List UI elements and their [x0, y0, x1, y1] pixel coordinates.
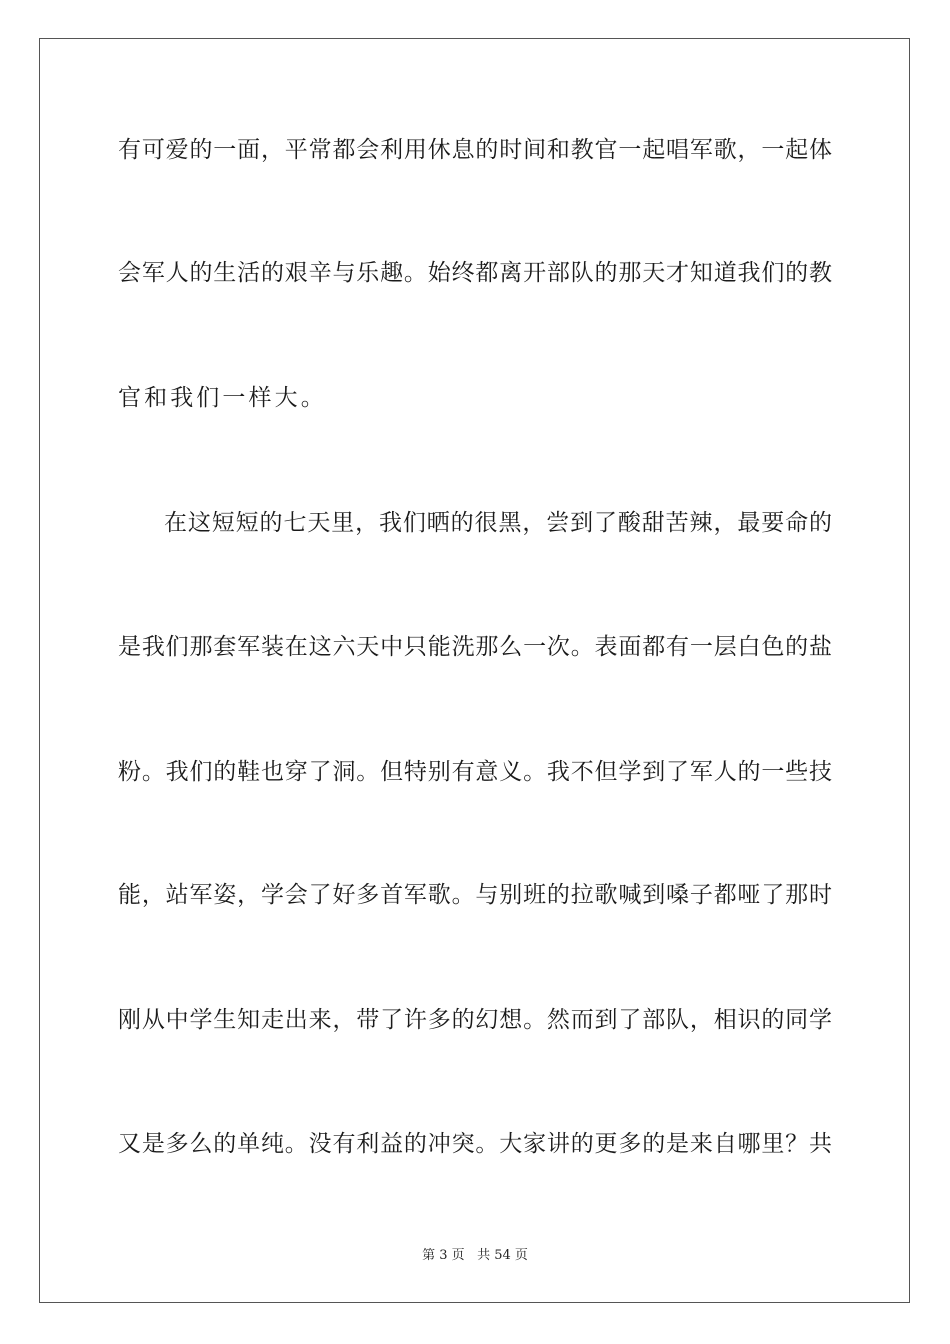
page-total: 共 54 页: [477, 1248, 528, 1263]
paragraph-start-line: 在这短短的七天里，我们晒的很黑，尝到了酸甜苦辣，最要命的: [164, 510, 832, 536]
text-line-8: 刚从中学生知走出来，带了许多的幻想。然而到了部队，相识的同学: [118, 1007, 832, 1033]
text-line-6: 粉。我们的鞋也穿了洞。但特别有意义。我不但学到了军人的一些技: [118, 759, 832, 785]
text-line-7: 能，站军姿，学会了好多首军歌。与别班的拉歌喊到嗓子都哑了那时: [118, 882, 832, 908]
text-line-1: 有可爱的一面，平常都会利用休息的时间和教官一起唱军歌，一起体: [118, 137, 832, 163]
text-line-3: 官和我们一样大。: [118, 385, 327, 411]
page-number: 第 3 页: [422, 1248, 465, 1263]
text-line-5: 是我们那套军装在这六天中只能洗那么一次。表面都有一层白色的盐: [118, 634, 832, 660]
text-line-2: 会军人的生活的艰辛与乐趣。始终都离开部队的那天才知道我们的教: [118, 260, 832, 286]
text-line-9: 又是多么的单纯。没有利益的冲突。大家讲的更多的是来自哪里？共: [118, 1131, 832, 1157]
page-footer: [0, 1246, 950, 1266]
page-border: [39, 38, 910, 1303]
